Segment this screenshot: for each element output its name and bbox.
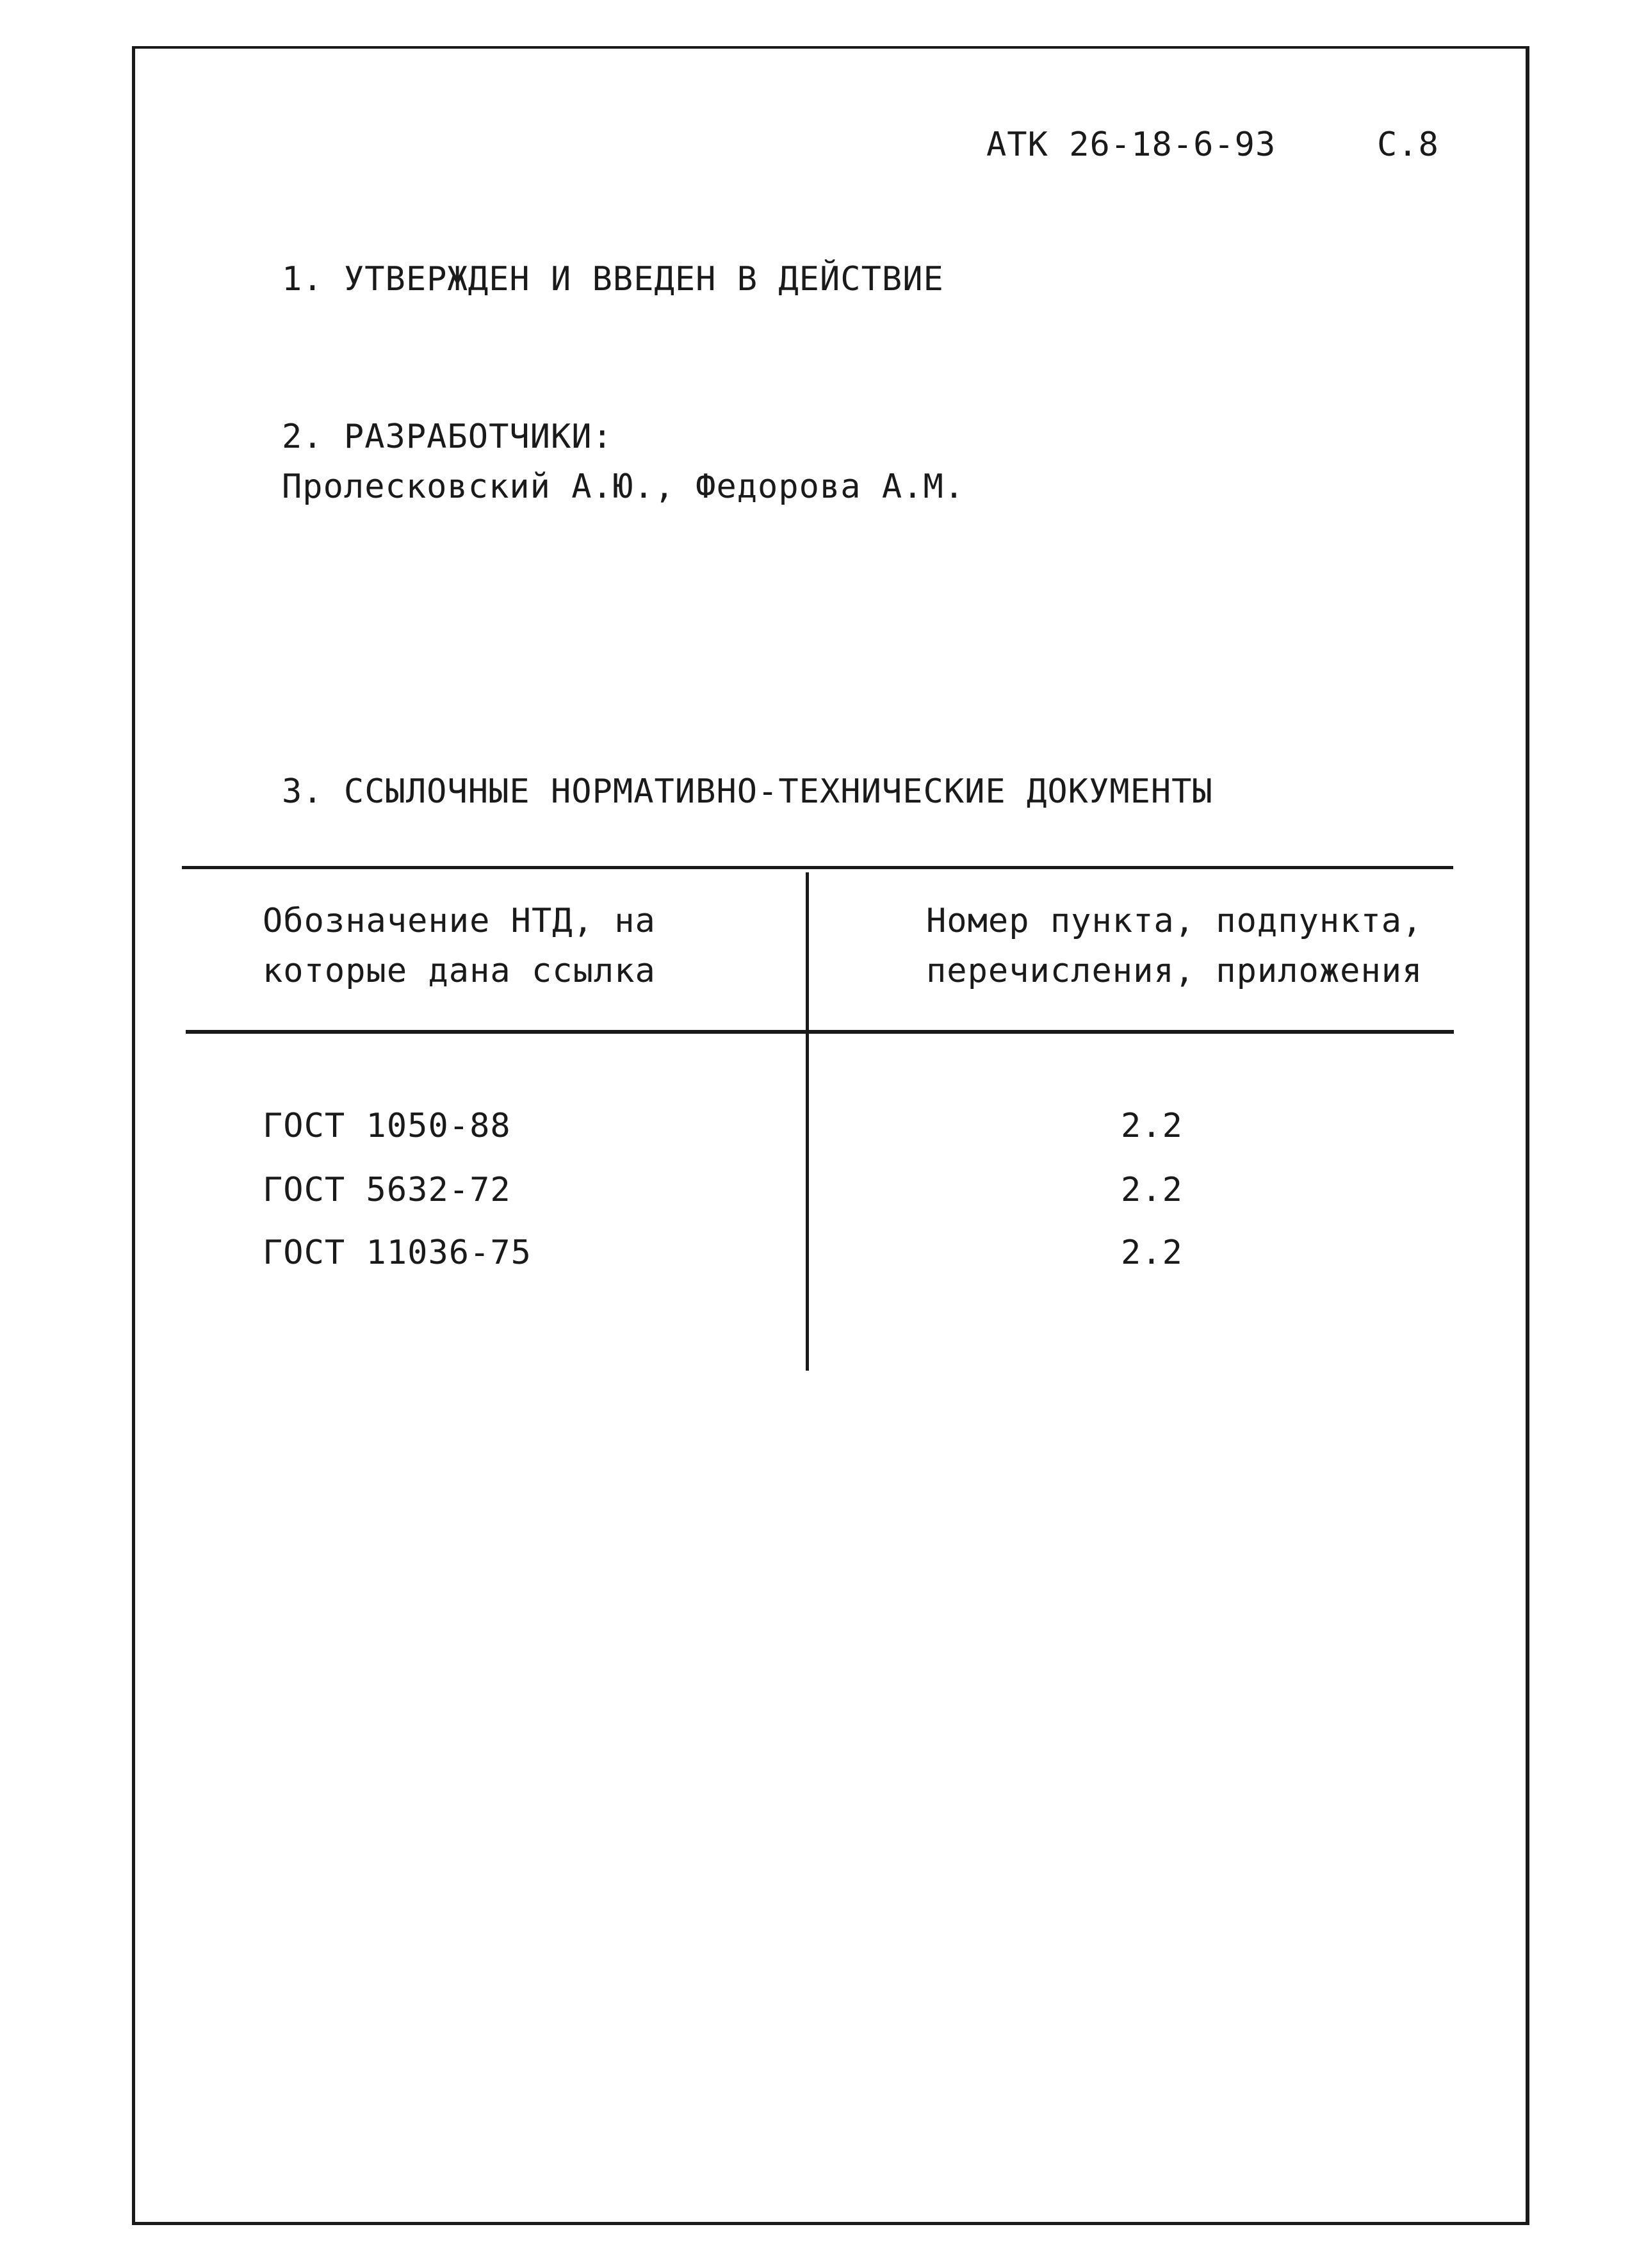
table-header-rule	[186, 1030, 1454, 1034]
table-top-rule	[182, 866, 1453, 869]
table-row-ref: 2.2	[1121, 1171, 1183, 1209]
section-1-heading: 1. УТВЕРЖДЕН И ВВЕДЕН В ДЕЙСТВИЕ	[282, 260, 944, 298]
table-row-doc: ГОСТ 1050-88	[263, 1107, 511, 1145]
table-header-right-line-1: Номер пункта, подпункта,	[926, 902, 1423, 940]
table-row-doc: ГОСТ 5632-72	[263, 1171, 511, 1209]
table-header-left-line-1: Обозначение НТД, на	[263, 902, 656, 940]
table-column-divider	[806, 872, 809, 1371]
table-row-ref: 2.2	[1121, 1234, 1183, 1272]
section-3-heading: 3. ССЫЛОЧНЫЕ НОРМАТИВНО-ТЕХНИЧЕСКИЕ ДОКУМЕНТЫ	[282, 772, 1213, 811]
developers-names: Пролесковский А.Ю., Федорова А.М.	[282, 468, 965, 506]
page-number: С.8	[1377, 126, 1439, 164]
table-header-left-line-2: которые дана ссылка	[263, 952, 656, 990]
section-2-heading: 2. РАЗРАБОТЧИКИ:	[282, 418, 613, 456]
table-row-doc: ГОСТ 11036-75	[263, 1234, 532, 1272]
table-header-right-line-2: перечисления, приложения	[926, 952, 1423, 990]
document-code: АТК 26-18-6-93	[986, 126, 1276, 164]
table-row-ref: 2.2	[1121, 1107, 1183, 1145]
